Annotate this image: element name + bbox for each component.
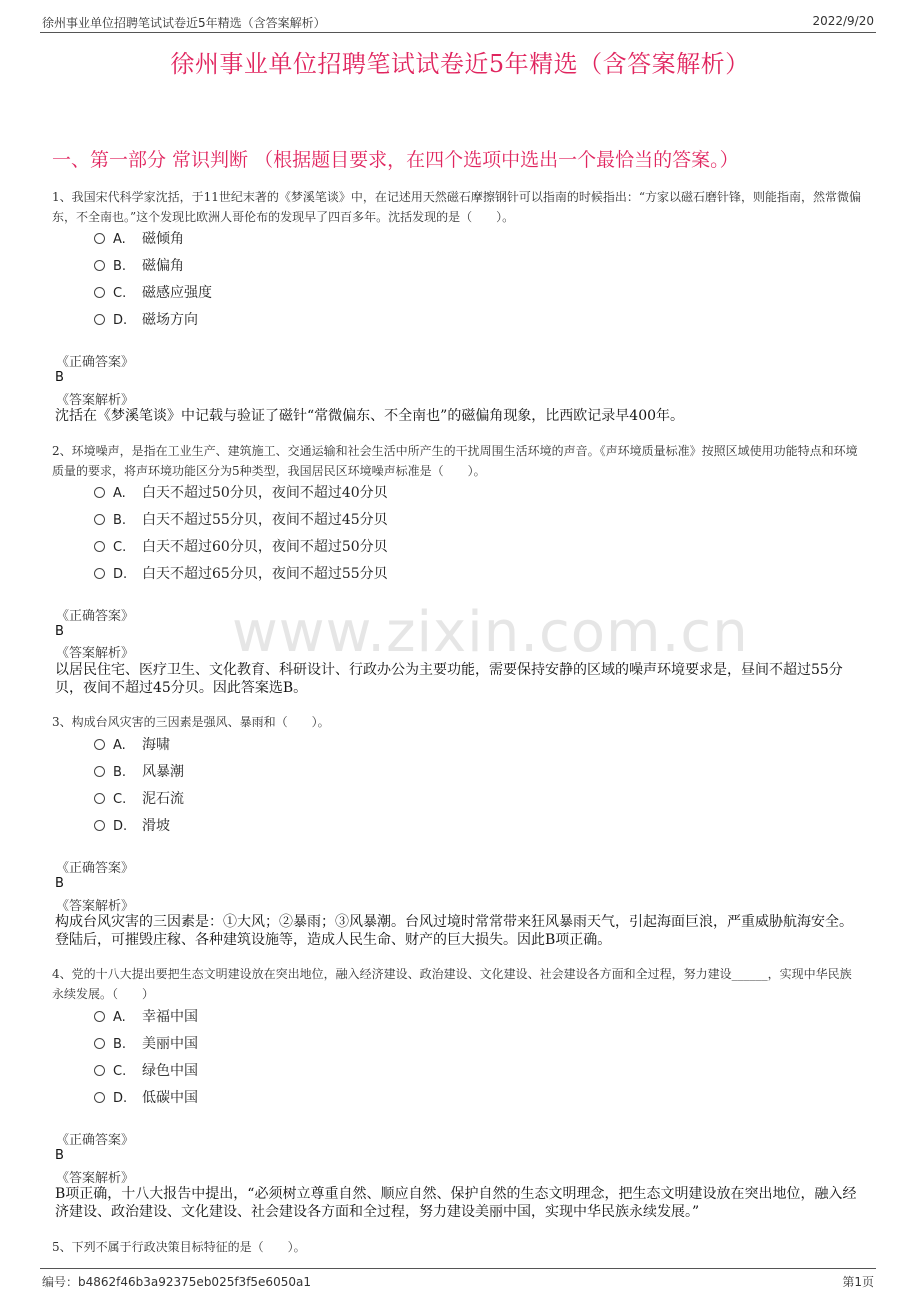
radio-icon[interactable] (94, 1011, 105, 1022)
question-3-option-d[interactable]: D. 滑坡 (94, 815, 170, 837)
radio-icon[interactable] (94, 793, 105, 804)
question-1-option-d[interactable]: D. 磁场方向 (94, 309, 198, 331)
correct-answer-label: 《正确答案》 (56, 355, 135, 370)
question-2-text: 2、环境噪声，是指在工业生产、建筑施工、交通运输和社会生活中所产生的干扰周围生活环境的声音。《声环境质量标准》按照区域使用功能特点和环境质量的要求，将声环境功能区分为5种类型，我国居民区环境噪声标准是（ ）。 (52, 444, 858, 478)
question-3-answer: B (55, 876, 64, 891)
question-2-option-a[interactable]: A. 白天不超过50分贝，夜间不超过40分贝 (94, 482, 388, 504)
correct-answer-label: 《正确答案》 (56, 861, 135, 876)
question-3-option-b[interactable]: B. 风暴潮 (94, 761, 184, 783)
header-doc-name: 徐州事业单位招聘笔试试卷近5年精选（含答案解析） (42, 16, 326, 30)
radio-icon[interactable] (94, 314, 105, 325)
section-title: 一、第一部分 常识判断 （根据题目要求，在四个选项中选出一个最恰当的答案。） (52, 149, 739, 171)
question-1-analysis: 沈括在《梦溪笔谈》中记载与验证了磁针“常微偏东、不全南也”的磁偏角现象，比西欧记录早400年。 (55, 408, 685, 424)
radio-icon[interactable] (94, 260, 105, 271)
correct-answer-label: 《正确答案》 (56, 1133, 135, 1148)
question-2-option-d[interactable]: D. 白天不超过65分贝，夜间不超过55分贝 (94, 563, 388, 585)
question-3-analysis: 构成台风灾害的三因素是：①大风；②暴雨；③风暴潮。台风过境时常常带来狂风暴雨天气，引起海面巨浪，严重威胁航海安全。登陆后，可摧毁庄稼、各种建筑设施等，造成人民生命、财产的巨大损失。因此B项正确。 (55, 914, 853, 948)
question-2-answer: B (55, 624, 64, 639)
radio-icon[interactable] (94, 739, 105, 750)
question-4-option-d[interactable]: D. 低碳中国 (94, 1087, 198, 1109)
radio-icon[interactable] (94, 1065, 105, 1076)
radio-icon[interactable] (94, 287, 105, 298)
analysis-label: 《答案解析》 (56, 899, 135, 914)
analysis-label: 《答案解析》 (56, 393, 135, 408)
question-4-text: 4、党的十八大提出要把生态文明建设放在突出地位，融入经济建设、政治建设、文化建设、社会建设各方面和全过程，努力建设______，实现中华民族永续发展。（ ） (52, 967, 852, 1001)
page-footer (40, 1268, 876, 1289)
radio-icon[interactable] (94, 1092, 105, 1103)
radio-icon[interactable] (94, 541, 105, 552)
question-3-option-c[interactable]: C. 泥石流 (94, 788, 184, 810)
radio-icon[interactable] (94, 233, 105, 244)
question-5-text: 5、下列不属于行政决策目标特征的是（ ）。 (52, 1240, 306, 1254)
watermark: www.zixin.com.cn (232, 600, 749, 665)
question-1-answer: B (55, 370, 64, 385)
page-header (40, 12, 876, 33)
radio-icon[interactable] (94, 820, 105, 831)
question-4-answer: B (55, 1148, 64, 1163)
question-1-option-b[interactable]: B. 磁偏角 (94, 255, 184, 277)
correct-answer-label: 《正确答案》 (56, 609, 135, 624)
question-4-analysis: B项正确，十八大报告中提出，“必须树立尊重自然、顺应自然、保护自然的生态文明理念，把生态文明建设放在突出地位，融入经济建设、政治建设、文化建设、社会建设各方面和全过程，努力建设美丽中国，实现中华民族永续发展。” (55, 1186, 857, 1220)
question-1-option-a[interactable]: A. 磁倾角 (94, 228, 184, 250)
question-4-option-b[interactable]: B. 美丽中国 (94, 1033, 198, 1055)
question-3-text: 3、构成台风灾害的三因素是强风、暴雨和（ ）。 (52, 715, 330, 729)
radio-icon[interactable] (94, 568, 105, 579)
radio-icon[interactable] (94, 766, 105, 777)
question-1-text: 1、我国宋代科学家沈括，于11世纪末著的《梦溪笔谈》中，在记述用天然磁石摩擦钢针可以指南的时候指出：“方家以磁石磨针锋，则能指南，然常微偏东，不全南也。”这个发现比欧洲人哥伦布的发现早了四百多年。沈括发现的是（ ）。 (52, 190, 862, 224)
question-1-option-c[interactable]: C. 磁感应强度 (94, 282, 212, 304)
header-date: 2022/9/20 (812, 14, 874, 28)
footer-serial: 编号：b4862f46b3a92375eb025f3f5e6050a1 (42, 1275, 311, 1289)
radio-icon[interactable] (94, 514, 105, 525)
analysis-label: 《答案解析》 (56, 1171, 135, 1186)
question-2-analysis: 以居民住宅、医疗卫生、文化教育、科研设计、行政办公为主要功能，需要保持安静的区域的噪声环境要求是，昼间不超过55分贝，夜间不超过45分贝。因此答案选B。 (55, 662, 843, 696)
analysis-label: 《答案解析》 (56, 646, 135, 661)
question-3-option-a[interactable]: A. 海啸 (94, 734, 170, 756)
question-4-option-a[interactable]: A. 幸福中国 (94, 1006, 198, 1028)
document-title: 徐州事业单位招聘笔试试卷近5年精选（含答案解析） (170, 50, 750, 78)
radio-icon[interactable] (94, 487, 105, 498)
question-2-option-c[interactable]: C. 白天不超过60分贝，夜间不超过50分贝 (94, 536, 388, 558)
question-2-option-b[interactable]: B. 白天不超过55分贝，夜间不超过45分贝 (94, 509, 388, 531)
radio-icon[interactable] (94, 1038, 105, 1049)
footer-page-number: 第1页 (842, 1275, 874, 1289)
question-4-option-c[interactable]: C. 绿色中国 (94, 1060, 198, 1082)
